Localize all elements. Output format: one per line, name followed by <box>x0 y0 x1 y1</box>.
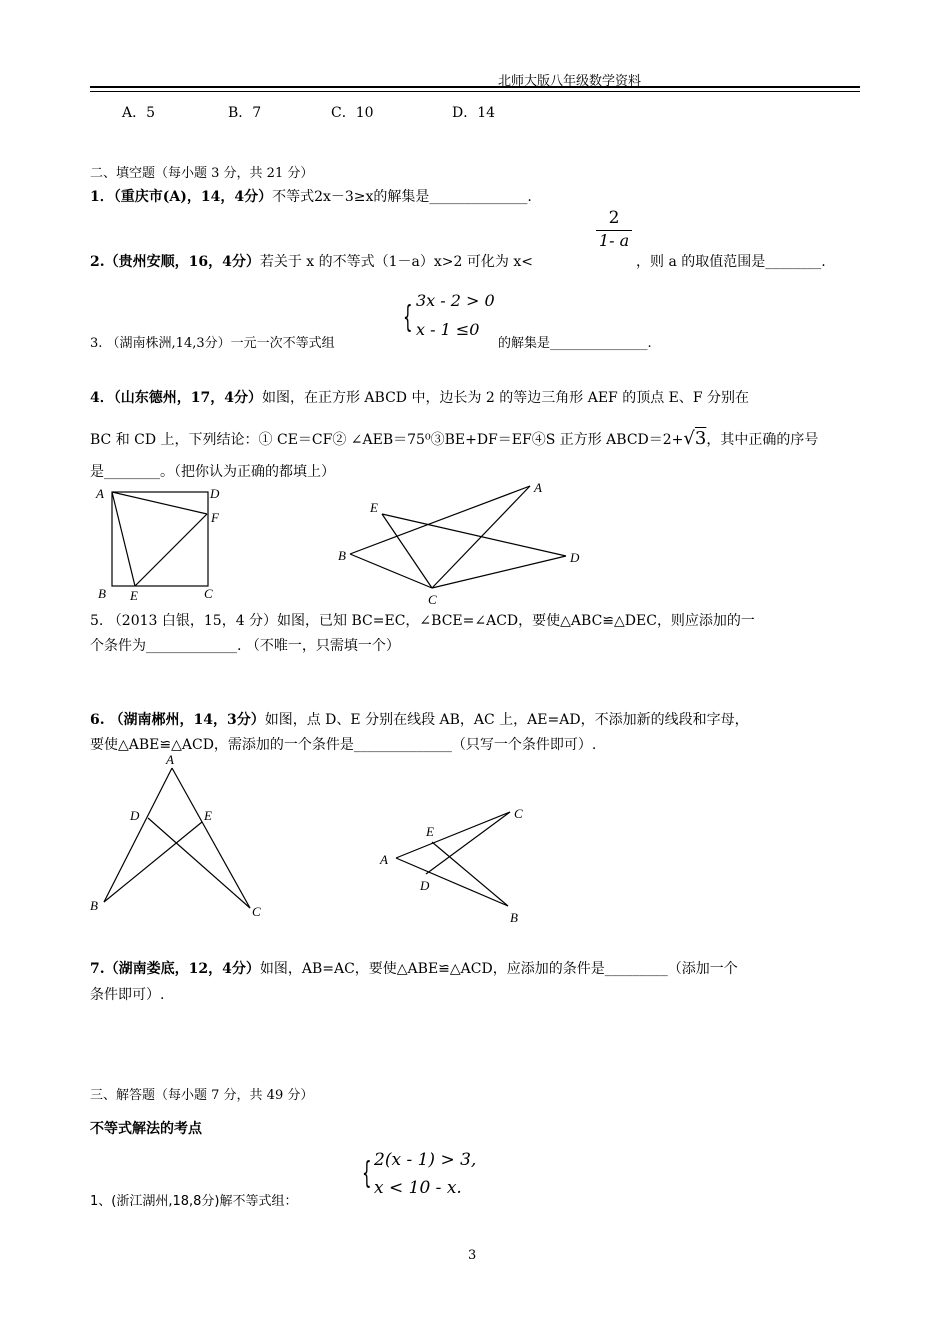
header-rule-thin <box>90 91 860 92</box>
fig6a-label-a: A <box>166 752 174 767</box>
page-number: 3 <box>468 1248 477 1263</box>
q6-source: 6. （湖南郴州，14，3分） <box>90 712 265 728</box>
fig4b-label-b: B <box>338 548 346 563</box>
fig4a-label-c: C <box>204 586 213 601</box>
q2-fraction <box>596 208 632 250</box>
option-d: D．14 <box>452 105 496 121</box>
question-4-line2 <box>90 428 818 449</box>
q2-tail: ，则 a 的取值范围是________. <box>636 254 826 270</box>
q4-text1: 如图，在正方形 ABCD 中，边长为 2 的等边三角形 AEF 的顶点 E、F 分别在 <box>261 390 750 406</box>
figure-6a <box>86 752 276 924</box>
segment-ac <box>396 812 510 858</box>
q2-text: 若关于 x 的不等式（1－a）x>2 可化为 x< <box>259 254 533 270</box>
fig6a-label-c: C <box>252 904 261 919</box>
q4-sqrt: √3 <box>683 428 707 449</box>
square-abcd <box>112 492 208 586</box>
segment-ef <box>135 514 207 586</box>
segment-eb <box>432 842 508 906</box>
segment-dc <box>426 812 510 874</box>
segment-af <box>112 492 207 514</box>
fig4a-label-a: A <box>96 486 104 501</box>
q3-ineq-2: x - 1 ≤0 <box>416 320 480 339</box>
fig4a-label-b: B <box>98 586 106 601</box>
figure-4a <box>90 484 230 604</box>
section3-title: 三、解答题（每小题 7 分，共 49 分） <box>90 1088 314 1103</box>
q3-brace: { <box>403 300 413 335</box>
segment-cd <box>432 556 566 588</box>
segment-ab <box>104 768 172 902</box>
question-4-line1 <box>90 387 749 407</box>
q4-text2: BC 和 CD 上，下列结论：① CE＝CF② ∠AEB＝75⁰③BE+DF＝EF④S 正方形 ABCD＝2+ <box>90 432 684 448</box>
fig4b-label-d: D <box>570 550 580 565</box>
segment-eb <box>104 822 202 902</box>
segment-ab <box>396 858 508 906</box>
fig6b-label-c: C <box>514 806 523 821</box>
question-2 <box>90 251 533 271</box>
q2-denominator: 1- a <box>598 231 630 250</box>
question-7-line1 <box>90 958 738 978</box>
q1-source: 1．（重庆市(A)，14，4分） <box>90 189 273 205</box>
fig6b-label-b: B <box>510 910 518 924</box>
fig6a-label-e: E <box>204 808 212 823</box>
option-b: B．7 <box>228 105 262 121</box>
segment-ae <box>112 492 135 586</box>
segment-ba <box>350 486 530 554</box>
q4-text2b: ，其中正确的序号 <box>706 432 819 448</box>
fig6a-label-b: B <box>90 898 98 913</box>
q6-line1: 如图，点 D、E 分别在线段 AB，AC 上，AE=AD，不添加新的线段和字母， <box>264 712 749 728</box>
question-1 <box>90 186 532 206</box>
q3-ineq-1: 3x - 2 > 0 <box>416 291 495 310</box>
fig6a-label-d: D <box>130 808 140 823</box>
segment-ac <box>172 768 250 908</box>
s3-q1-ineq-1: 2(x - 1) > 3, <box>374 1150 477 1170</box>
segment-ed <box>382 514 566 556</box>
question-6-line1 <box>90 709 749 729</box>
fig4b-label-c: C <box>428 592 437 606</box>
fig4a-label-e: E <box>130 588 138 603</box>
fig4a-label-f: F <box>211 510 219 525</box>
option-a: A．5 <box>122 105 156 121</box>
fig6b-label-d: D <box>420 878 430 893</box>
q3-text: 3. （湖南株洲,14,3分）一元一次不等式组 <box>90 336 335 351</box>
figure-6b <box>376 798 536 924</box>
fig6b-label-a: A <box>380 852 388 867</box>
segment-bc <box>350 554 432 588</box>
q2-source: 2.（贵州安顺，16，4分） <box>90 254 260 270</box>
s3-q1-text: 1、(浙江湖州,18,8分)解不等式组： <box>90 1194 298 1209</box>
header-title: 北师大版八年级数学资料 <box>498 74 642 89</box>
s3-q1-brace: { <box>362 1156 372 1191</box>
q7-line2: 条件即可）. <box>90 987 165 1003</box>
option-c: C．10 <box>331 105 374 121</box>
q2-numerator: 2 <box>608 208 620 228</box>
q5-line1: 5. （2013 白银，15，4 分）如图，已知 BC=EC，∠BCE=∠ACD，要使△ABC≌△DEC，则应添加的一 <box>90 613 755 629</box>
q4-sqrt-value: 3 <box>694 428 707 449</box>
q6-line2: 要使△ABE≌△ACD，需添加的一个条件是______________（只写一个条件即可）. <box>90 737 597 753</box>
q4-text3: 是________。（把你认为正确的都填上） <box>90 464 335 480</box>
q3-tail: 的解集是_______________. <box>498 336 652 351</box>
q1-text: 不等式2x－3≥x的解集是______________. <box>272 189 532 205</box>
q7-source: 7.（湖南娄底，12，4分） <box>90 961 260 977</box>
s3-q1-ineq-2: x < 10 - x. <box>374 1178 462 1198</box>
q7-line1: 如图，AB=AC，要使△ABE≌△ACD，应添加的条件是_________（添加一个 <box>259 961 738 977</box>
fig6b-label-e: E <box>426 824 434 839</box>
segment-ec <box>382 514 432 588</box>
section3-subtitle: 不等式解法的考点 <box>90 1121 202 1137</box>
segment-dc <box>148 818 250 908</box>
fig4a-label-d: D <box>210 486 220 501</box>
figure-4b <box>330 474 590 606</box>
q5-line2: 个条件为_____________. （不唯一，只需填一个） <box>90 638 400 654</box>
fig4b-label-e: E <box>370 500 378 515</box>
header-rule-thick <box>90 86 860 88</box>
q4-source: 4．（山东德州，17，4分） <box>90 390 262 406</box>
section2-title: 二、填空题（每小题 3 分，共 21 分） <box>90 166 314 181</box>
fig4b-label-a: A <box>534 480 542 495</box>
